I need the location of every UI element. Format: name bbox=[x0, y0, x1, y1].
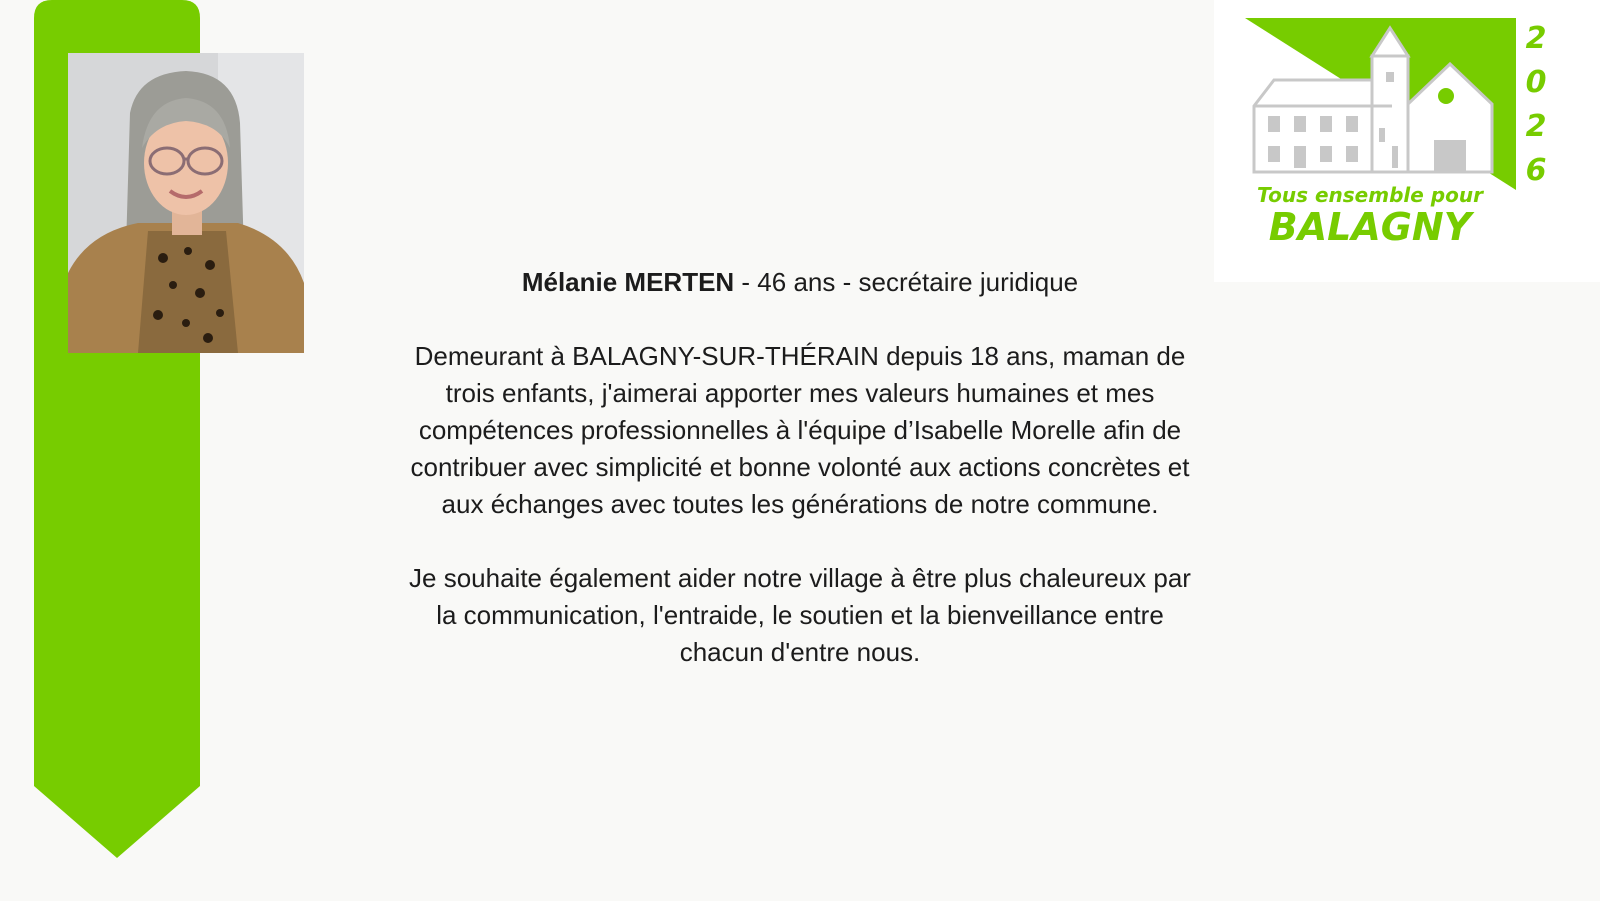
portrait-photo bbox=[68, 53, 304, 353]
balagny-logo bbox=[1214, 0, 1600, 282]
candidate-name: Mélanie MERTEN bbox=[521, 267, 735, 297]
bio-paragraph-2: Je souhaite également aider notre village à être plus chaleureux par la communication, l'entraide, le soutien et la bienveillance entre chacun d'entre nous. bbox=[409, 563, 1191, 667]
year-digit-4: 6 bbox=[1525, 153, 1547, 188]
year-digit-1: 2 bbox=[1525, 21, 1547, 56]
year-digit-3: 2 bbox=[1525, 109, 1547, 144]
biography-text bbox=[400, 264, 1200, 708]
bio-paragraph-1: Demeurant à BALAGNY-SUR-THÉRAIN depuis 18 ans, maman de trois enfants, j'aimerai apporter mes valeurs humaines et mes compétences professionnelles à l'équipe d’Isabelle Morelle afin de contribuer avec simplicité et bonne volonté aux actions concrètes et aux échanges avec toutes les générations de notre commune. bbox=[410, 341, 1190, 519]
candidate-details: - 46 ans - secrétaire juridique bbox=[734, 267, 1079, 297]
year-digit-2: 0 bbox=[1525, 65, 1547, 100]
heading-line bbox=[400, 264, 1200, 301]
logo-tagline: Tous ensemble pour bbox=[1257, 183, 1483, 207]
logo-town-name: BALAGNY bbox=[1268, 205, 1472, 249]
